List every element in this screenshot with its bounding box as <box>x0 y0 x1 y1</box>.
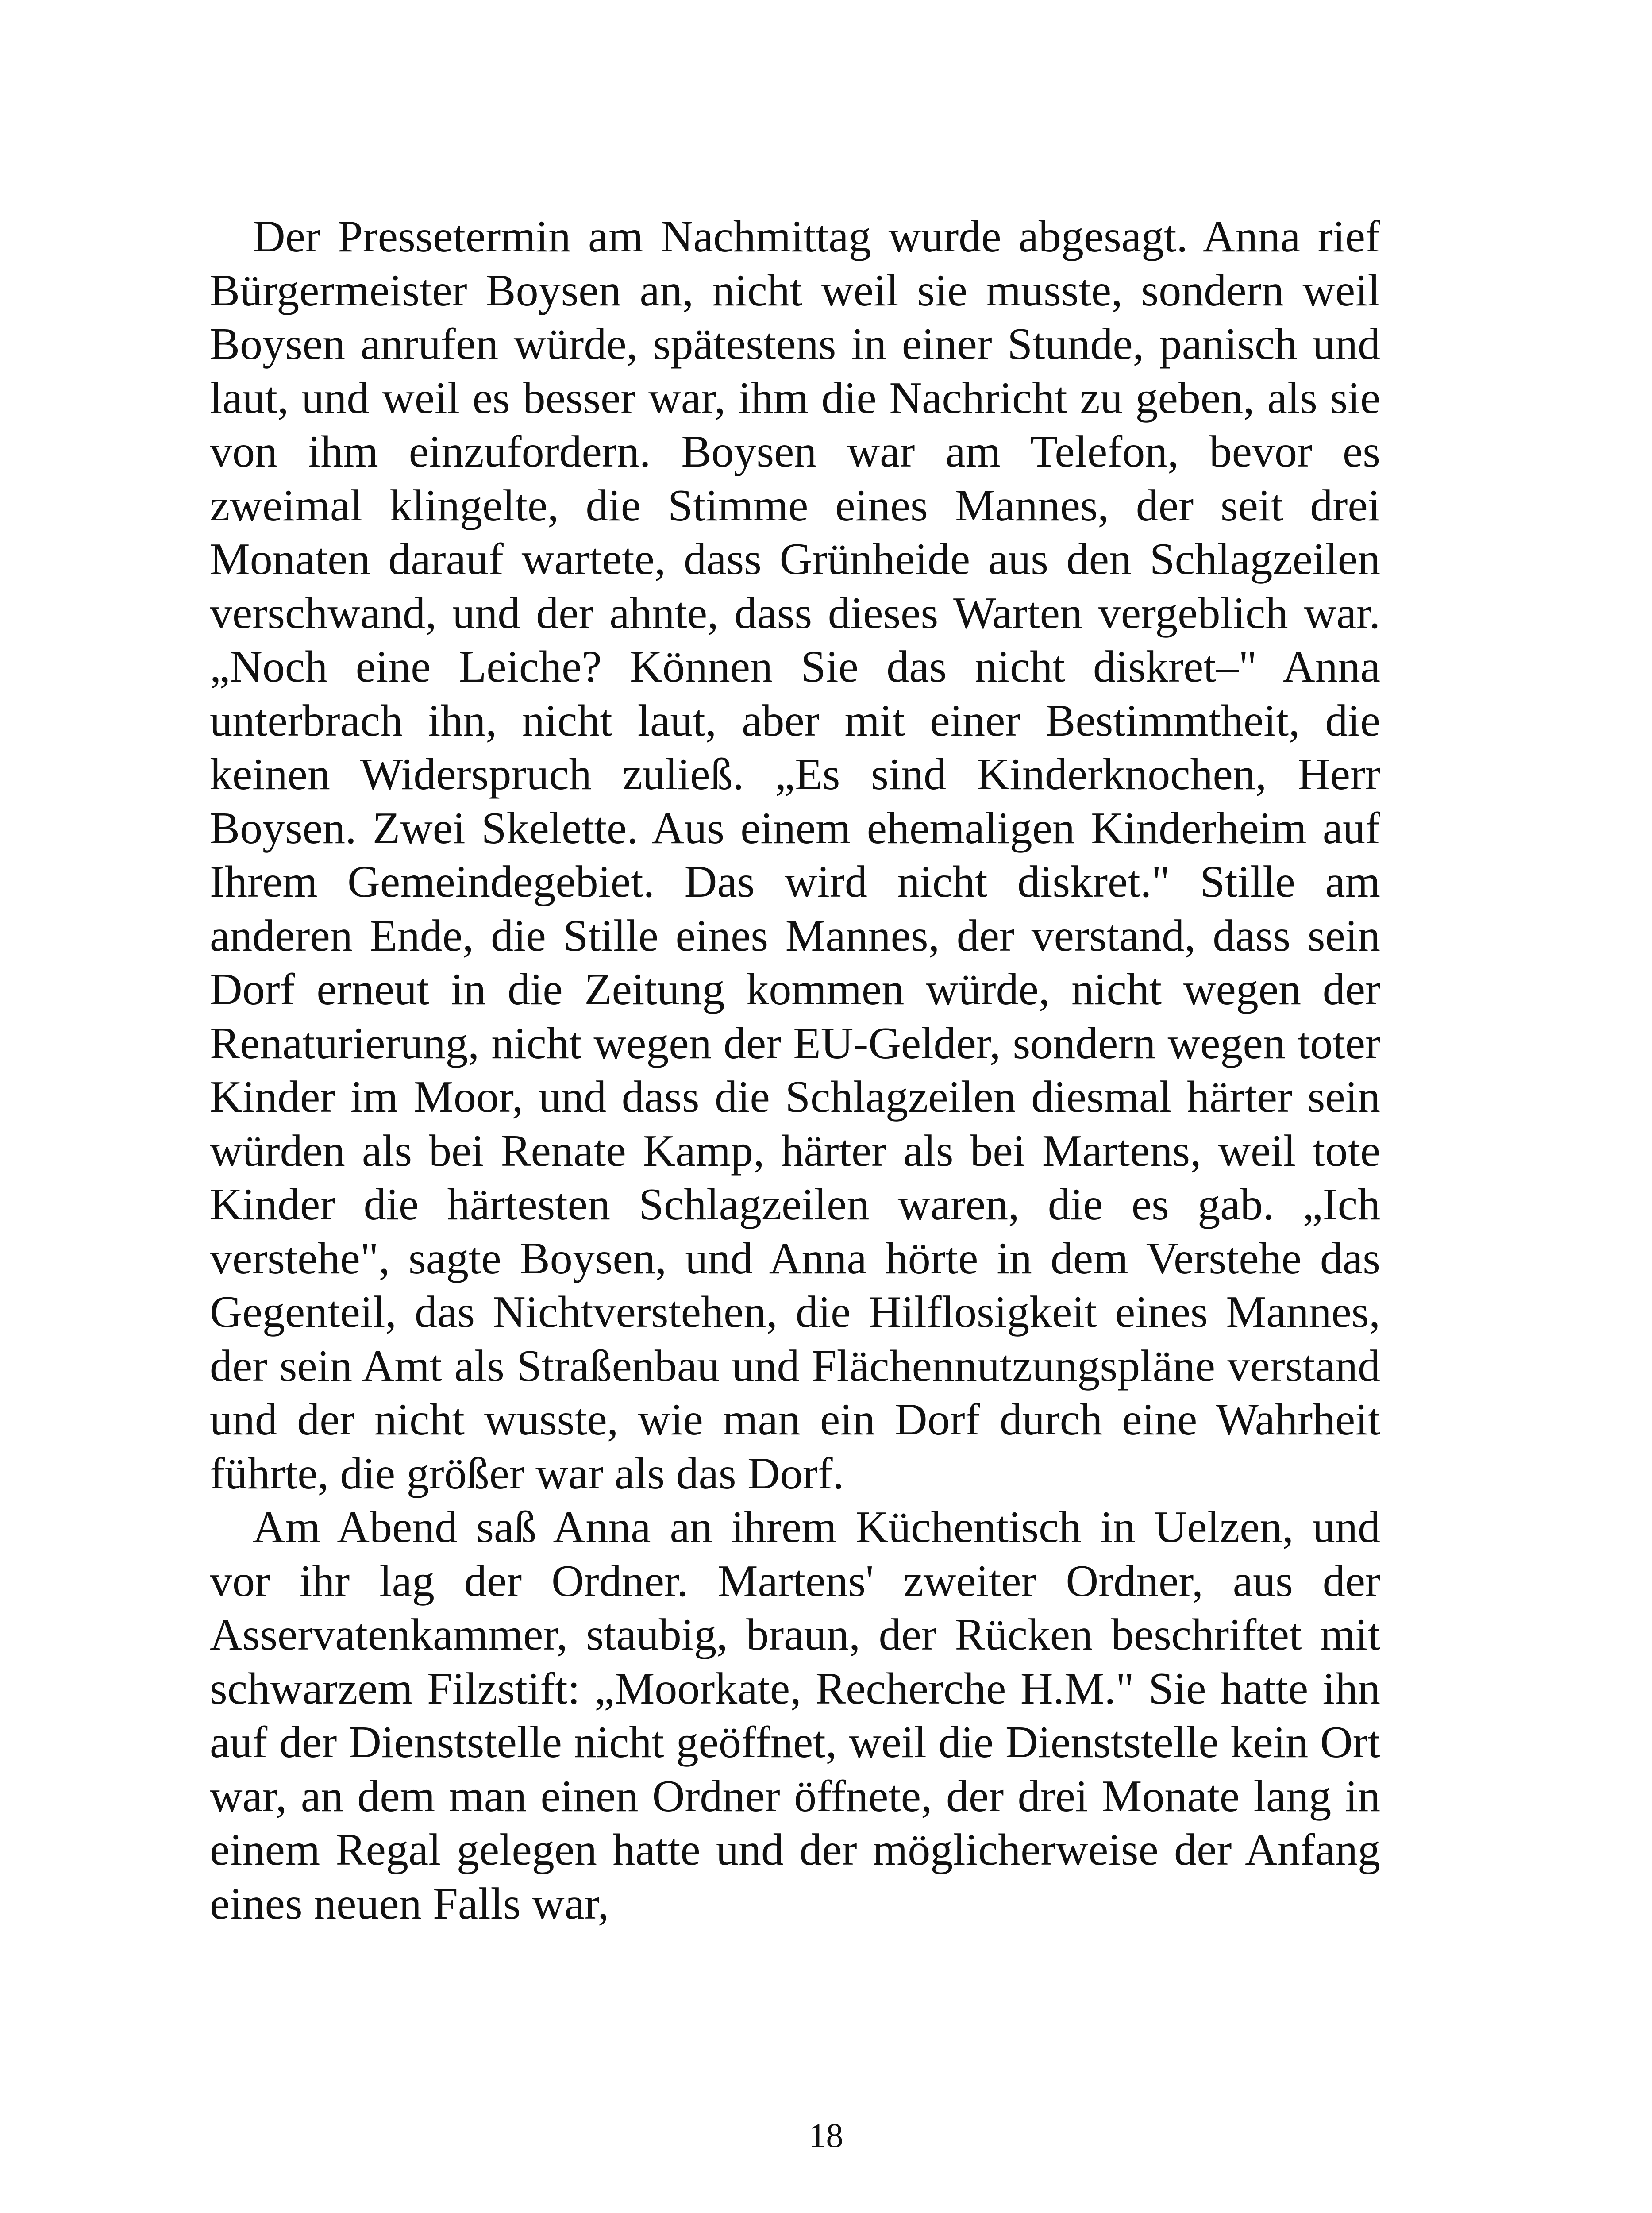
body-text <box>210 210 1380 1931</box>
paragraph-2: Am Abend saß Anna an ihrem Küchentisch in Uelzen, und vor ihr lag der Ordner. Martens' zweiter Ordner, aus der Asservatenkammer, staubig, braun, der Rücken beschriftet mit schwarzem Filzstift: „Moorkate, Recherche H.M." Sie hatte ihn auf der Dienststelle nicht geöffnet, weil die Dienststelle kein Ort war, an dem man einen Ordner öffnete, der drei Monate lang in einem Regal gelegen hatte und der möglicherweise der Anfang eines neuen Falls war, <box>210 1502 1380 1929</box>
paragraph-1: Der Pressetermin am Nachmittag wurde abgesagt. Anna rief Bürgermeister Boysen an, nicht weil sie musste, sondern weil Boysen anrufen würde, spätestens in einer Stunde, panisch und laut, und weil es besser war, ihm die Nachricht zu geben, als sie von ihm einzufordern. Boysen war am Telefon, bevor es zweimal klingelte, die Stimme eines Mannes, der seit drei Monaten darauf wartete, dass Grünheide aus den Schlagzeilen verschwand, und der ahnte, dass dieses Warten vergeblich war. „Noch eine Leiche? Können Sie das nicht diskret–" Anna unterbrach ihn, nicht laut, aber mit einer Bestimmtheit, die keinen Widerspruch zuließ. „Es sind Kinderknochen, Herr Boysen. Zwei Skelette. Aus einem ehemaligen Kinderheim auf Ihrem Gemeindegebiet. Das wird nicht diskret." Stille am anderen Ende, die Stille eines Mannes, der verstand, dass sein Dorf erneut in die Zeitung kommen würde, nicht wegen der Renaturierung, nicht wegen der EU-Gelder, sondern wegen toter Kinder im Moor, und dass die Schlagzeilen diesmal härter sein würden als bei Renate Kamp, härter als bei Martens, weil tote Kinder die härtesten Schlagzeilen waren, die es gab. „Ich verstehe", sagte Boysen, und Anna hörte in dem Verstehe das Gegenteil, das Nichtverstehen, die Hilflosigkeit eines Mannes, der sein Amt als Straßenbau und Flächennutzungspläne verstand und der nicht wusste, wie man ein Dorf durch eine Wahrheit führte, die größer war als das Dorf. <box>210 212 1380 1499</box>
page-number: 18 <box>809 2116 843 2155</box>
